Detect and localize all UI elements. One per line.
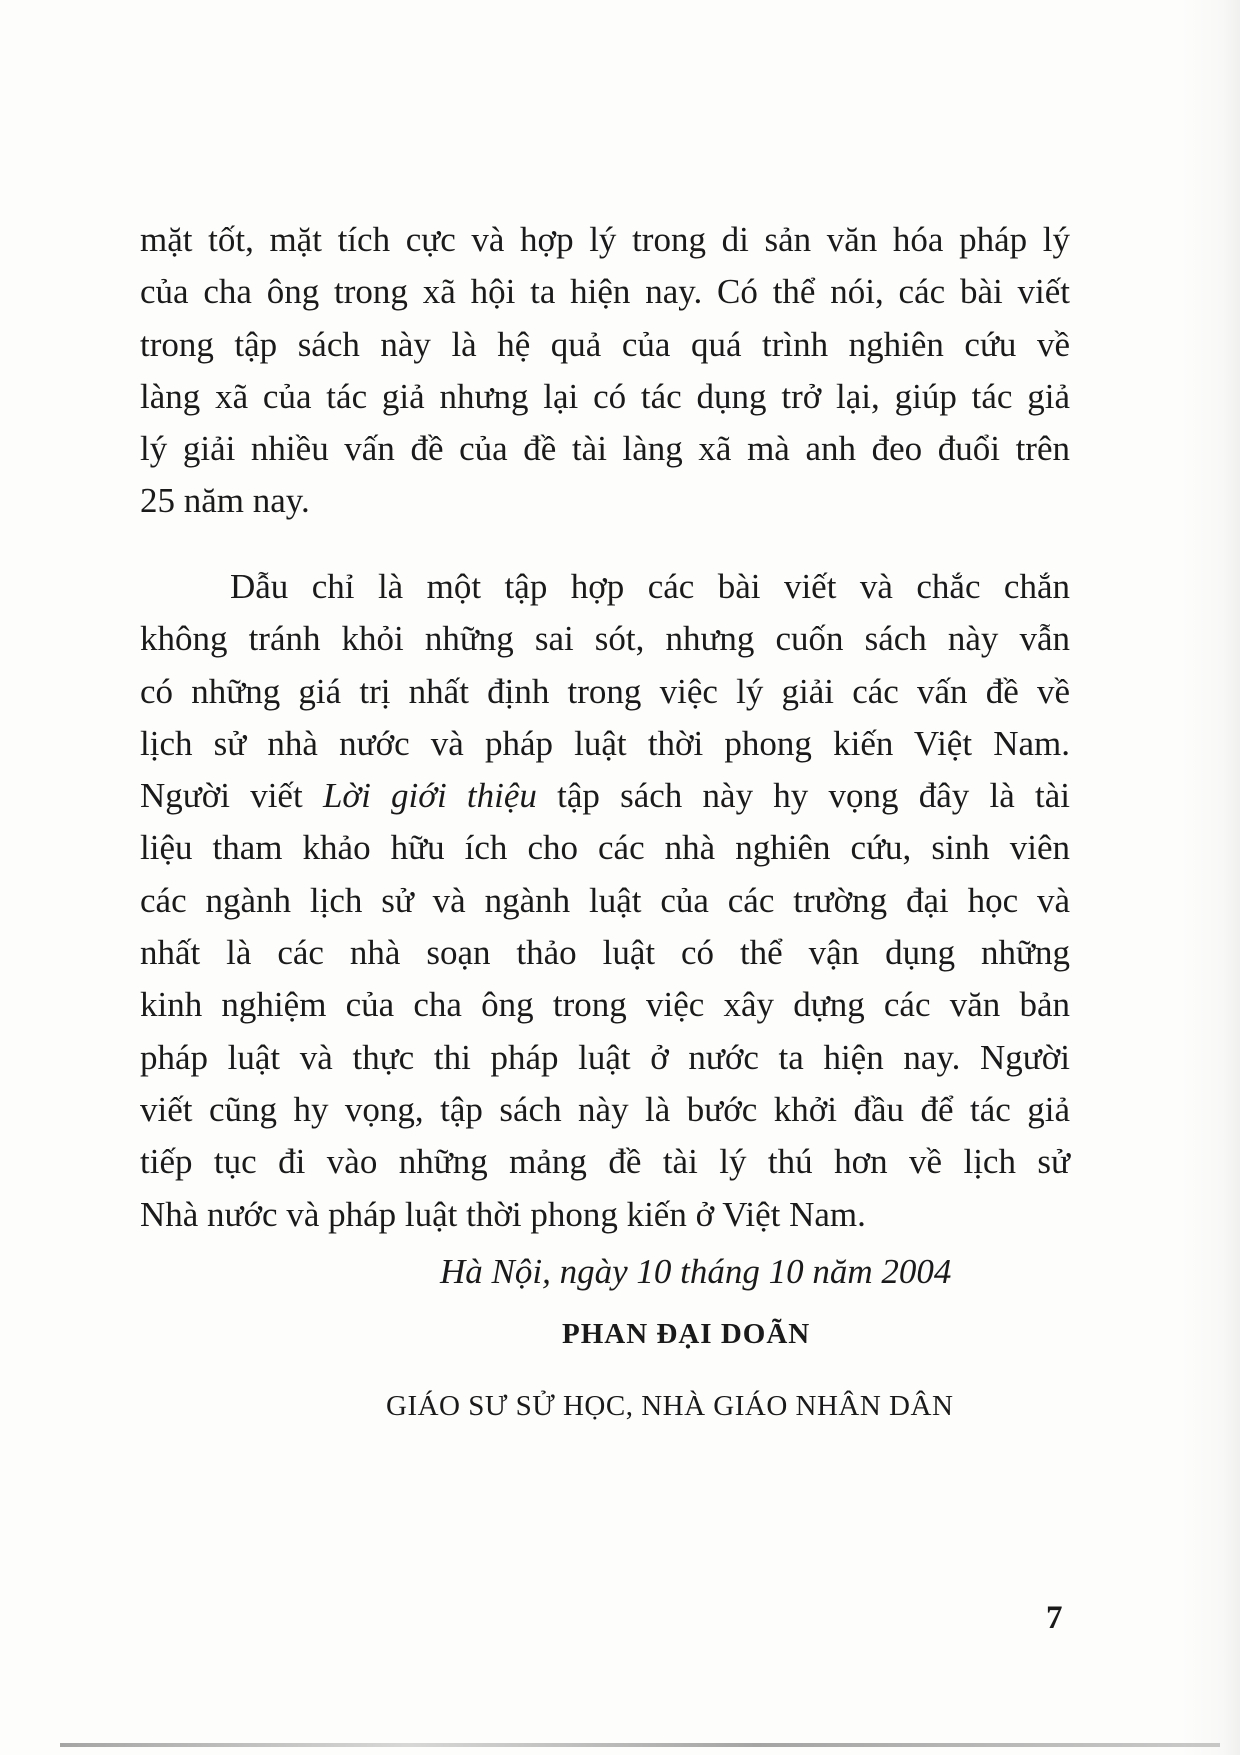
text-line: nhất là các nhà soạn thảo luật có thể vận dụng những (140, 933, 1070, 973)
text-line: kinh nghiệm của cha ông trong việc xây dựng các văn bản (140, 985, 1070, 1025)
signature-date: Hà Nội, ngày 10 tháng 10 năm 2004 (440, 1252, 952, 1291)
page-number: 7 (1046, 1600, 1063, 1636)
text-line: trong tập sách này là hệ quả của quá trình nghiên cứu về (140, 324, 1070, 364)
text-line: 25 năm nay. (140, 481, 310, 521)
text-line: Nhà nước và pháp luật thời phong kiến ở Việt Nam. (140, 1194, 866, 1234)
text-line: Dẫu chỉ là một tập hợp các bài viết và chắc chắn (230, 567, 1070, 606)
page-edge-shadow (1180, 0, 1240, 1755)
text-line: pháp luật và thực thi pháp luật ở nước ta hiện nay. Người (140, 1037, 1070, 1077)
text-segment: Người viết (140, 776, 323, 816)
text-line: tiếp tục đi vào những mảng đề tài lý thú hơn về lịch sử (140, 1142, 1070, 1182)
text-line: lý giải nhiều vấn đề của đề tài làng xã mà anh đeo đuổi trên (140, 429, 1070, 469)
text-line: không tránh khỏi những sai sót, nhưng cuốn sách này vẫn (140, 619, 1070, 659)
paragraph-main (140, 561, 1070, 1241)
text-line: lịch sử nhà nước và pháp luật thời phong kiến Việt Nam. (140, 723, 1070, 763)
text-line: làng xã của tác giả nhưng lại có tác dụng trở lại, giúp tác giả (140, 376, 1070, 416)
text-line: có những giá trị nhất định trong việc lý giải các vấn đề về (140, 671, 1070, 711)
text-line-with-italic (140, 770, 1070, 822)
text-line: mặt tốt, mặt tích cực và hợp lý trong di sản văn hóa pháp lý (140, 220, 1070, 259)
page-bottom-edge (60, 1743, 1220, 1747)
text-line: viết cũng hy vọng, tập sách này là bước khởi đầu để tác giả (140, 1089, 1070, 1129)
text-line: các ngành lịch sử và ngành luật của các trường đại học và (140, 880, 1070, 920)
text-line: của cha ông trong xã hội ta hiện nay. Có thể nói, các bài viết (140, 272, 1070, 312)
author-name: PHAN ĐẠI DOÃN (562, 1318, 811, 1350)
italic-title: Lời giới thiệu (322, 776, 537, 816)
paragraph-continued (140, 214, 1070, 528)
author-title: GIÁO SƯ SỬ HỌC, NHÀ GIÁO NHÂN DÂN (386, 1390, 954, 1422)
text-segment: tập sách này hy vọng đây là tài (536, 776, 1071, 816)
text-line: liệu tham khảo hữu ích cho các nhà nghiên cứu, sinh viên (140, 828, 1070, 868)
